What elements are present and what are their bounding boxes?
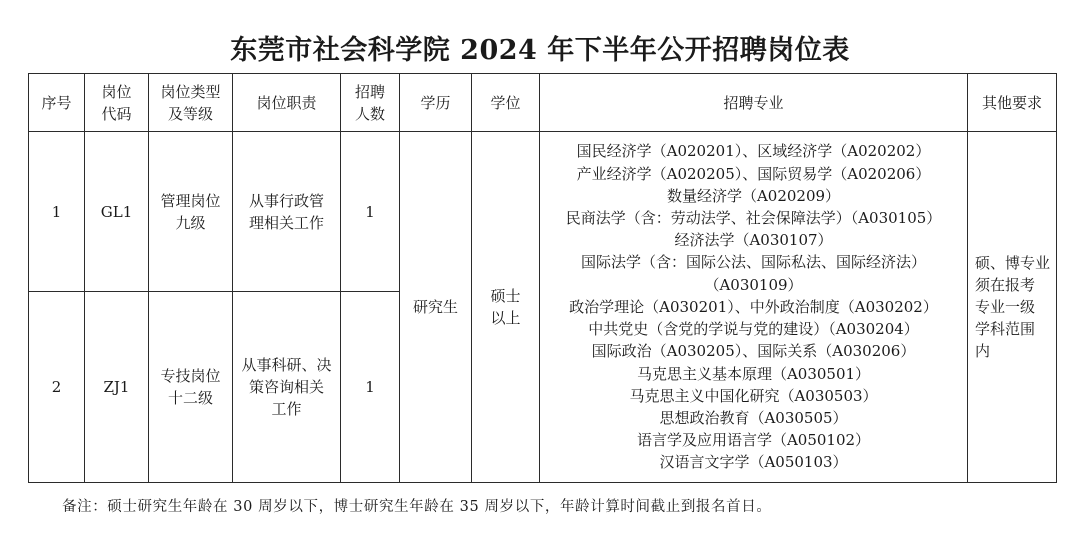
header-count: 招聘 人数 bbox=[341, 74, 400, 132]
header-degree: 学位 bbox=[472, 74, 540, 132]
major-line: 数量经济学（A020209） bbox=[666, 186, 841, 205]
cell-duty: 从事科研、决 策咨询相关 工作 bbox=[233, 292, 341, 483]
cell-other-requirements: 硕、博专业 须在报考 专业一级 学科范围 内 bbox=[968, 132, 1057, 483]
cell-majors bbox=[540, 132, 968, 483]
major-line: 国际法学（含：国际公法、国际私法、国际经济法） bbox=[580, 253, 926, 272]
cell-type: 专技岗位 十二级 bbox=[149, 292, 233, 483]
major-line: 国民经济学（A020201）、区域经济学（A020202） bbox=[576, 142, 931, 161]
major-line: 经济法学（A030107） bbox=[674, 231, 833, 250]
footnote: 备注：硕士研究生年龄在 30 周岁以下，博士研究生年龄在 35 周岁以下，年龄计算时间截止到报名首日。 bbox=[62, 499, 772, 515]
major-line: 语言学及应用语言学（A050102） bbox=[636, 431, 871, 450]
cell-code: GL1 bbox=[85, 132, 149, 292]
table-row bbox=[29, 132, 1057, 292]
cell-education: 研究生 bbox=[400, 132, 472, 483]
header-seq: 序号 bbox=[29, 74, 85, 132]
cell-duty: 从事行政管 理相关工作 bbox=[233, 132, 341, 292]
major-line: 政治学理论（A030201）、中外政治制度（A030202） bbox=[569, 297, 938, 316]
major-line: 民商法学（含：劳动法学、社会保障法学）（A030105） bbox=[565, 209, 942, 228]
header-type: 岗位类型 及等级 bbox=[149, 74, 233, 132]
header-duty: 岗位职责 bbox=[233, 74, 341, 132]
major-line: 中共党史（含党的学说与党的建设）（A030204） bbox=[588, 320, 919, 339]
major-line: 思想政治教育（A030505） bbox=[659, 408, 848, 427]
header-code: 岗位 代码 bbox=[85, 74, 149, 132]
header-major: 招聘专业 bbox=[540, 74, 968, 132]
major-line: 国际政治（A030205）、国际关系（A030206） bbox=[591, 342, 916, 361]
cell-type: 管理岗位 九级 bbox=[149, 132, 233, 292]
major-line: （A030109） bbox=[704, 275, 803, 294]
cell-count: 1 bbox=[341, 292, 400, 483]
cell-count: 1 bbox=[341, 132, 400, 292]
header-other: 其他要求 bbox=[968, 74, 1057, 132]
cell-code: ZJ1 bbox=[85, 292, 149, 483]
recruitment-table bbox=[28, 73, 1057, 483]
cell-seq: 2 bbox=[29, 292, 85, 483]
major-line: 马克思主义中国化研究（A030503） bbox=[629, 386, 878, 405]
major-line: 马克思主义基本原理（A030501） bbox=[636, 364, 871, 383]
header-education: 学历 bbox=[400, 74, 472, 132]
page-title: 东莞市社会科学院 2024 年下半年公开招聘岗位表 bbox=[230, 35, 850, 66]
table-header-row bbox=[29, 74, 1057, 132]
cell-seq: 1 bbox=[29, 132, 85, 292]
cell-degree: 硕士 以上 bbox=[472, 132, 540, 483]
major-line: 汉语言文字学（A050103） bbox=[659, 453, 848, 472]
major-line: 产业经济学（A020205）、国际贸易学（A020206） bbox=[576, 164, 931, 183]
